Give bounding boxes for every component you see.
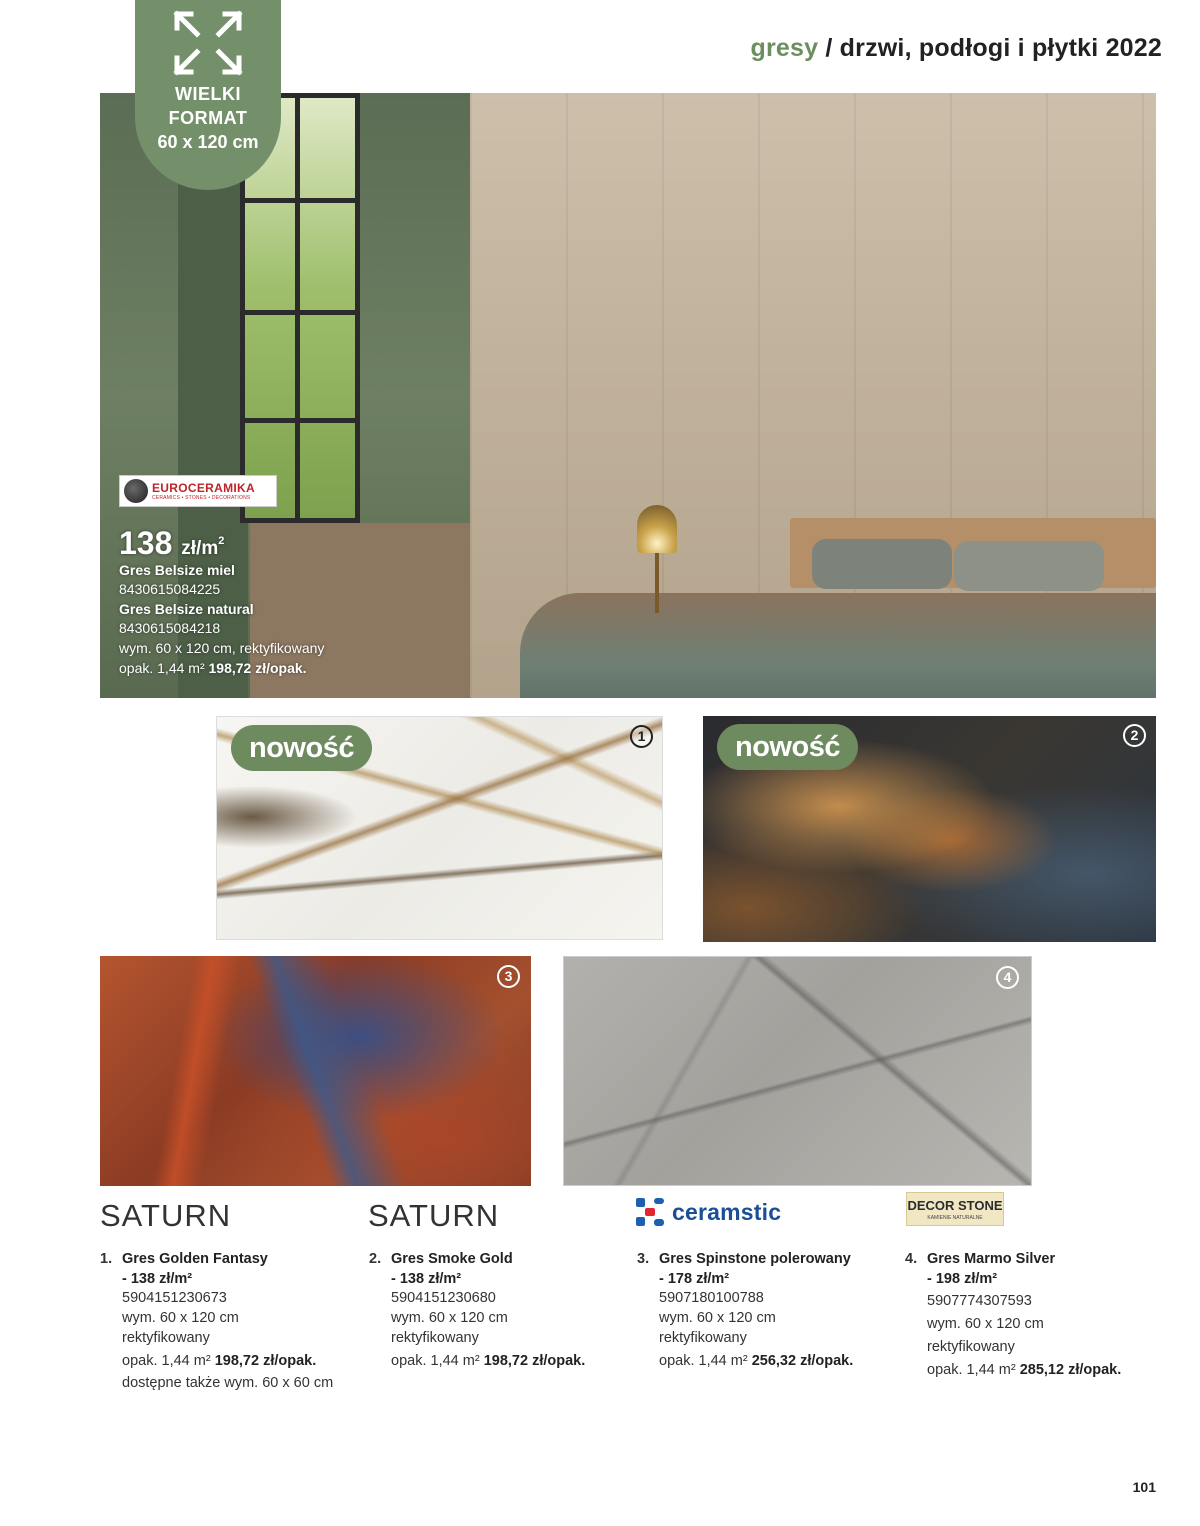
product-pack bbox=[100, 1352, 360, 1372]
tile-spinstone bbox=[100, 956, 531, 1186]
format-badge-line1: WIELKI bbox=[175, 84, 241, 104]
euroceramika-logo bbox=[119, 475, 277, 507]
product-number: 1. bbox=[100, 1251, 113, 1267]
euroceramika-logo-text: EUROCERAMIKA bbox=[152, 480, 255, 495]
hero-pack-price: 198,72 zł/opak. bbox=[208, 659, 307, 676]
product-pack-price: 198,72 zł/opak. bbox=[214, 1352, 317, 1369]
product-pack-prefix: opak. 1,44 m² bbox=[927, 1361, 1020, 1378]
globe-icon bbox=[124, 479, 148, 503]
product-code: 5907774307593 bbox=[927, 1293, 1032, 1310]
tile-marmo-silver bbox=[563, 956, 1032, 1186]
product-pack bbox=[637, 1352, 897, 1372]
product-extra: dostępne także wym. 60 x 60 cm bbox=[122, 1375, 334, 1392]
product-title: Gres Marmo Silver bbox=[927, 1251, 1056, 1267]
window-mullion bbox=[295, 98, 300, 518]
saturn-logo: SATURN bbox=[100, 1198, 232, 1233]
lamp-pole bbox=[655, 553, 659, 613]
product-number: 4. bbox=[905, 1251, 918, 1267]
product-code: 5907180100788 bbox=[659, 1290, 764, 1307]
tile-number-badge: 4 bbox=[996, 966, 1019, 989]
pillow bbox=[812, 539, 952, 589]
product-price: - 198 zł/m² bbox=[927, 1270, 998, 1287]
product-pack-price: 256,32 zł/opak. bbox=[751, 1352, 854, 1369]
page-header bbox=[751, 34, 1162, 63]
product-title: Gres Spinstone polerowany bbox=[659, 1251, 851, 1267]
euroceramika-logo-subtext: CERAMICS • STONES • DECORATIONS bbox=[152, 494, 251, 501]
product-code: 5904151230680 bbox=[391, 1290, 496, 1307]
product-price: - 178 zł/m² bbox=[659, 1270, 730, 1287]
product-rectified: rektyfikowany bbox=[391, 1329, 479, 1346]
saturn-logo: SATURN bbox=[368, 1198, 500, 1233]
product-description-2 bbox=[369, 1250, 629, 1371]
hero-price bbox=[119, 527, 324, 561]
ceramstic-logo-text: ceramstic bbox=[672, 1198, 782, 1225]
large-format-badge bbox=[135, 0, 281, 190]
expand-arrows-icon bbox=[171, 8, 245, 78]
lamp-icon bbox=[637, 505, 677, 553]
window-transom bbox=[245, 198, 355, 203]
hero-pack bbox=[119, 659, 324, 679]
hero-pack-prefix: opak. 1,44 m² bbox=[119, 659, 209, 676]
tile-number-badge: 1 bbox=[630, 725, 653, 748]
ceramstic-mark-icon bbox=[636, 1198, 664, 1226]
format-badge-line2: FORMAT bbox=[168, 108, 248, 128]
product-dimensions: wym. 60 x 120 cm bbox=[391, 1310, 508, 1327]
product-pack-prefix: opak. 1,44 m² bbox=[391, 1352, 484, 1369]
product-rectified: rektyfikowany bbox=[122, 1329, 210, 1346]
window-transom bbox=[245, 418, 355, 423]
product-description-3 bbox=[637, 1250, 897, 1371]
product-pack bbox=[369, 1352, 629, 1372]
hero-price-value: 138 bbox=[119, 525, 173, 561]
page-number: 101 bbox=[1132, 1479, 1156, 1495]
hero-product1-name: Gres Belsize miel bbox=[119, 561, 235, 578]
product-pack-price: 198,72 zł/opak. bbox=[483, 1352, 586, 1369]
product-dimensions: wym. 60 x 120 cm bbox=[659, 1310, 776, 1327]
product-number: 2. bbox=[369, 1251, 382, 1267]
hero-product1-code: 8430615084225 bbox=[119, 581, 221, 598]
product-price: - 138 zł/m² bbox=[391, 1270, 462, 1287]
header-title: drzwi, podłogi i płytki 2022 bbox=[839, 34, 1162, 62]
product-code: 5904151230673 bbox=[122, 1290, 227, 1307]
decor-stone-logo-subtext: KAMIENIE NATURALNE bbox=[927, 1215, 983, 1221]
product-dimensions: wym. 60 x 120 cm bbox=[122, 1310, 239, 1327]
header-category: gresy bbox=[750, 34, 819, 62]
format-badge-size: 60 x 120 cm bbox=[157, 132, 259, 152]
decor-stone-logo-text: DECOR STONE bbox=[907, 1198, 1003, 1213]
product-pack bbox=[905, 1361, 1165, 1381]
decor-stone-logo bbox=[906, 1192, 1004, 1226]
hero-price-unit-text: zł/m bbox=[181, 538, 219, 559]
tile-golden-fantasy bbox=[216, 716, 663, 940]
new-badge: nowość bbox=[231, 725, 372, 771]
product-pack-prefix: opak. 1,44 m² bbox=[122, 1352, 215, 1369]
product-rectified: rektyfikowany bbox=[927, 1338, 1015, 1355]
product-pack-prefix: opak. 1,44 m² bbox=[659, 1352, 752, 1369]
hero-product2-code: 8430615084218 bbox=[119, 620, 221, 637]
tile-number-badge: 2 bbox=[1123, 724, 1146, 747]
hero-product-info bbox=[119, 527, 324, 678]
product-description-4 bbox=[905, 1250, 1165, 1380]
product-price: - 138 zł/m² bbox=[122, 1270, 193, 1287]
window-transom bbox=[245, 310, 355, 315]
product-rectified: rektyfikowany bbox=[659, 1329, 747, 1346]
product-dimensions: wym. 60 x 120 cm bbox=[927, 1316, 1044, 1333]
hero-dimensions: wym. 60 x 120 cm, rektyfikowany bbox=[119, 639, 325, 656]
ceramstic-logo bbox=[636, 1198, 781, 1226]
hero-price-sup: 2 bbox=[218, 535, 225, 547]
product-title: Gres Smoke Gold bbox=[391, 1251, 513, 1267]
product-title: Gres Golden Fantasy bbox=[122, 1251, 268, 1267]
product-number: 3. bbox=[637, 1251, 650, 1267]
product-description-1 bbox=[100, 1250, 360, 1394]
tile-number-badge: 3 bbox=[497, 965, 520, 988]
tile-smoke-gold bbox=[703, 716, 1156, 942]
product-pack-price: 285,12 zł/opak. bbox=[1019, 1361, 1122, 1378]
header-separator: / bbox=[818, 34, 840, 62]
hero-bedroom-photo bbox=[100, 93, 1156, 698]
pillow bbox=[954, 541, 1104, 591]
hero-product2-name: Gres Belsize natural bbox=[119, 600, 254, 617]
bed bbox=[520, 593, 1156, 698]
new-badge: nowość bbox=[717, 724, 858, 770]
hero-price-unit bbox=[181, 535, 225, 559]
